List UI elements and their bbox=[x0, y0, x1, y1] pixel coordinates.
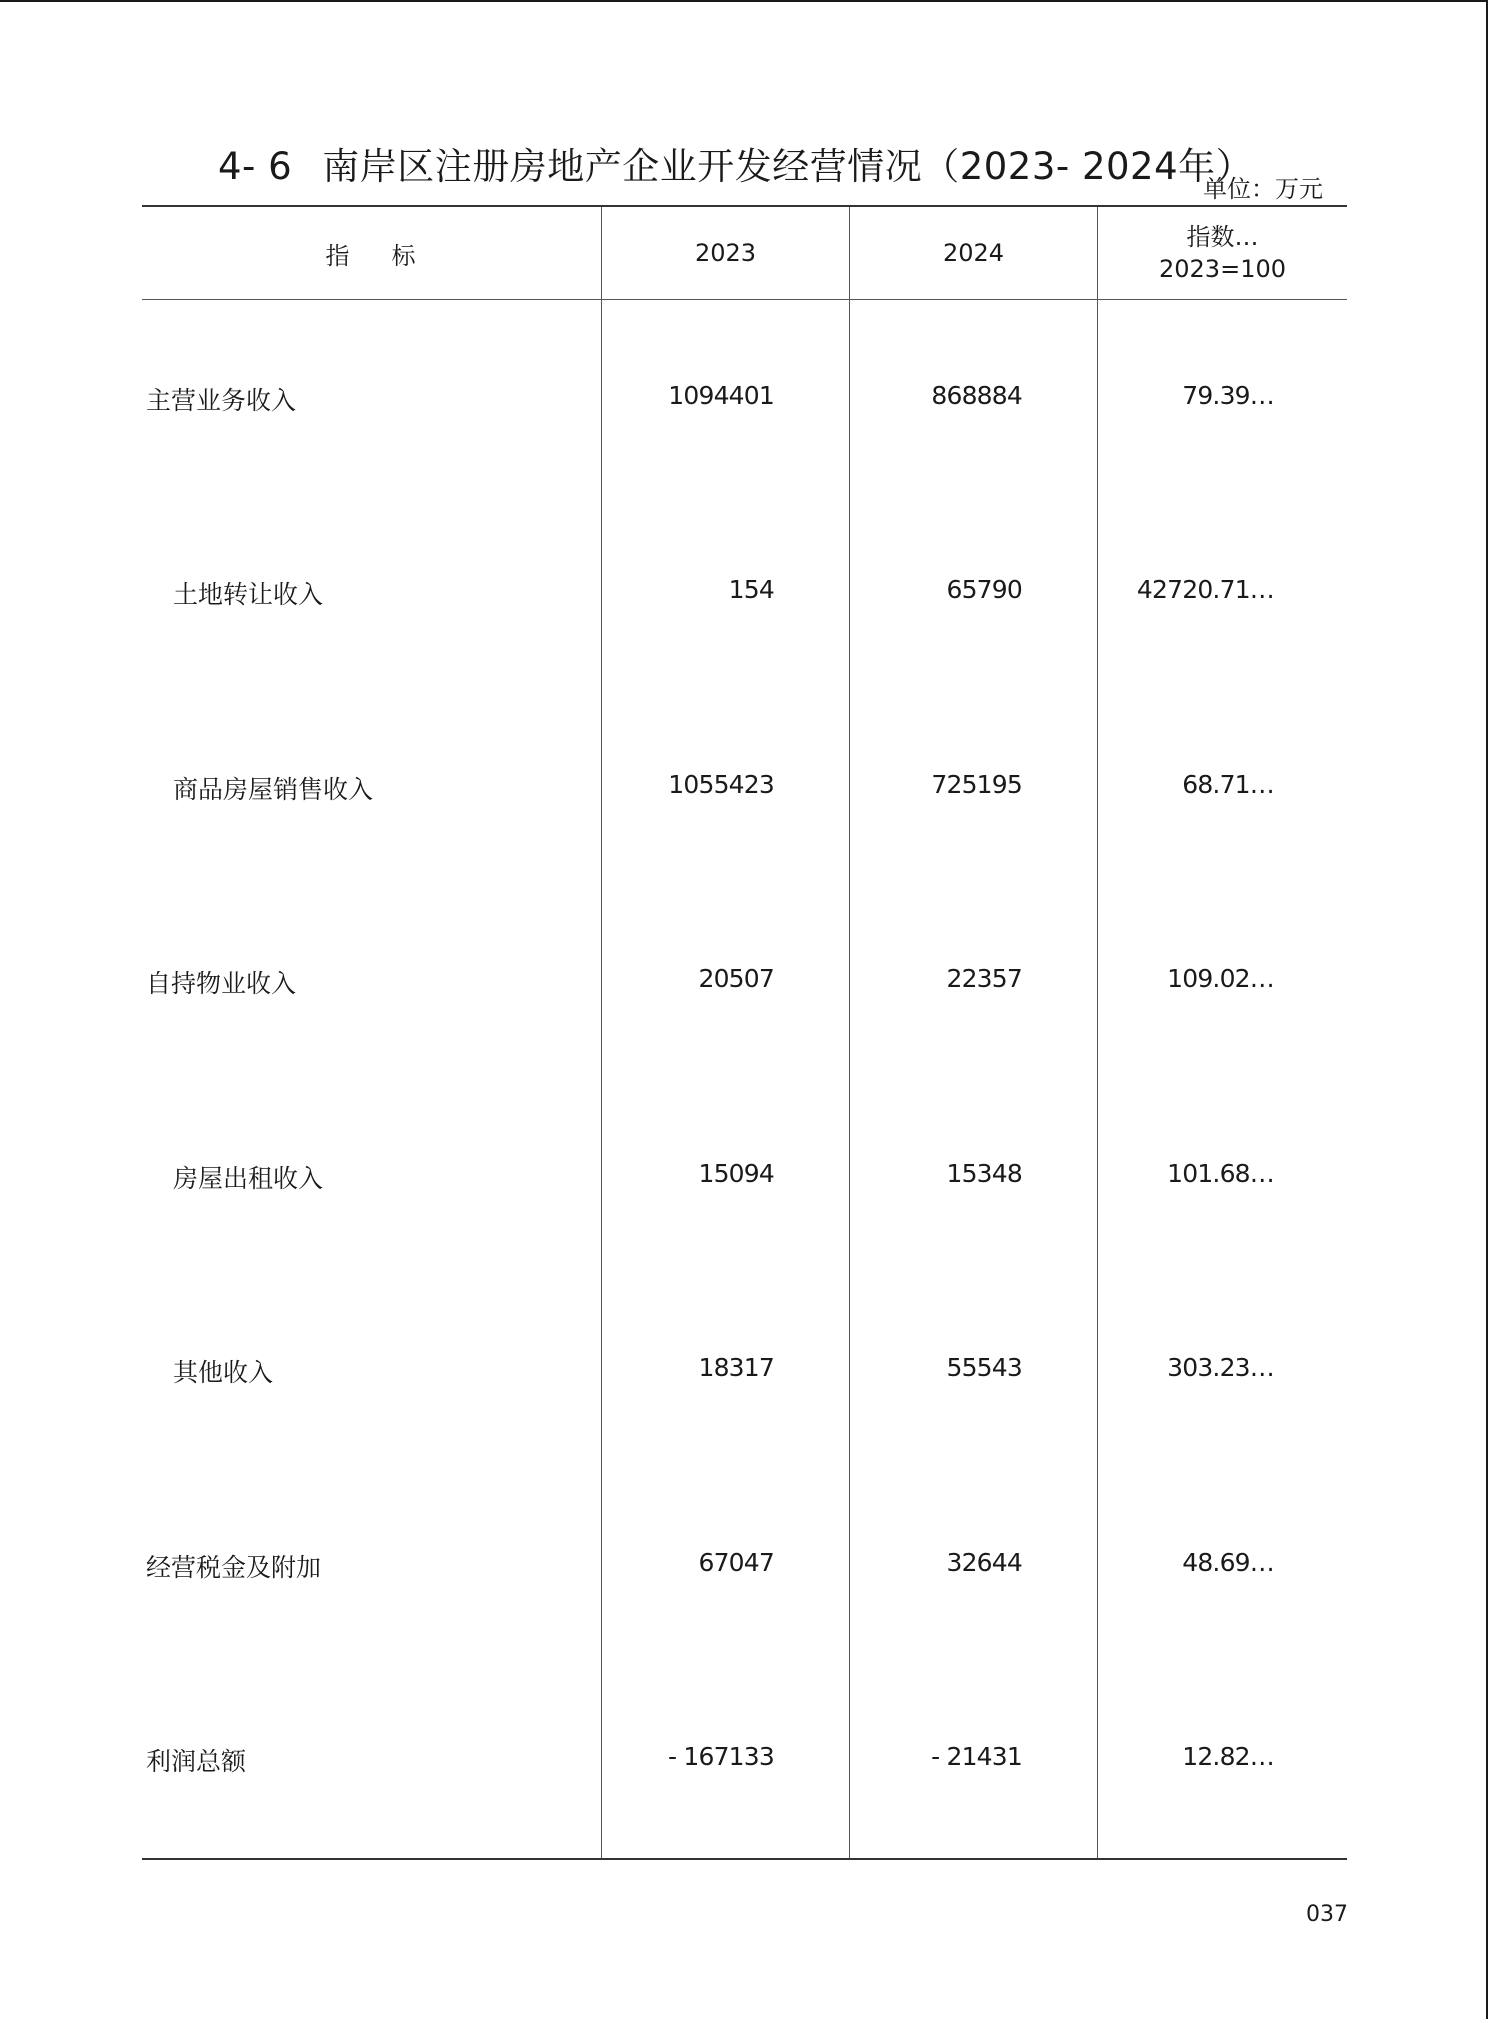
row-label: 主营业务收入 bbox=[146, 386, 297, 415]
value-index: 109.02… bbox=[1167, 964, 1274, 993]
row-label: 商品房屋销售收入 bbox=[173, 775, 374, 804]
value-2023: 1055423 bbox=[668, 770, 774, 799]
value-2023: 1094401 bbox=[668, 381, 774, 410]
value-2023: 154 bbox=[728, 575, 774, 604]
value-2023: 20507 bbox=[698, 964, 774, 993]
table-row bbox=[142, 1738, 1347, 1778]
value-index: 68.71… bbox=[1182, 770, 1274, 799]
header-index-line2: 2023=100 bbox=[1159, 255, 1286, 283]
value-2023: - 167133 bbox=[667, 1742, 774, 1771]
value-index: 48.69… bbox=[1182, 1548, 1274, 1577]
value-2023: 15094 bbox=[698, 1159, 774, 1188]
row-label: 经营税金及附加 bbox=[146, 1553, 322, 1582]
header-2023: 2023 bbox=[694, 239, 757, 267]
value-index: 12.82… bbox=[1182, 1742, 1274, 1771]
value-index: 303.23… bbox=[1167, 1353, 1274, 1382]
column-divider bbox=[601, 207, 602, 1858]
data-table bbox=[142, 205, 1347, 1860]
table-row bbox=[142, 1349, 1347, 1389]
value-2024: 725195 bbox=[931, 770, 1022, 799]
column-divider bbox=[849, 207, 850, 1858]
value-2024: 55543 bbox=[946, 1353, 1022, 1382]
value-2024: 868884 bbox=[931, 381, 1022, 410]
unit-label: 单位：万元 bbox=[1203, 175, 1323, 203]
header-index-line1: 指数… bbox=[1186, 223, 1259, 251]
value-2024: - 21431 bbox=[931, 1742, 1022, 1771]
value-2024: 65790 bbox=[946, 575, 1022, 604]
row-label: 自持物业收入 bbox=[146, 969, 297, 998]
value-index: 101.68… bbox=[1167, 1159, 1274, 1188]
value-2024: 32644 bbox=[946, 1548, 1022, 1577]
value-2023: 67047 bbox=[698, 1548, 774, 1577]
table-title bbox=[218, 136, 1253, 190]
value-2024: 22357 bbox=[946, 964, 1022, 993]
row-label: 房屋出租收入 bbox=[173, 1164, 324, 1193]
header-2024: 2024 bbox=[942, 239, 1005, 267]
row-label: 其他收入 bbox=[173, 1358, 274, 1387]
row-label: 利润总额 bbox=[146, 1747, 247, 1776]
value-2024: 15348 bbox=[946, 1159, 1022, 1188]
header-indicator-char: 指 bbox=[325, 241, 352, 270]
column-divider bbox=[1097, 207, 1098, 1858]
header-index bbox=[1098, 207, 1347, 299]
table-row bbox=[142, 377, 1347, 417]
page-top-border bbox=[0, 0, 1488, 2]
header-indicator-char: 标 bbox=[391, 241, 418, 270]
table-row bbox=[142, 766, 1347, 806]
header-divider bbox=[142, 299, 1347, 300]
row-label: 土地转让收入 bbox=[173, 580, 324, 609]
table-number: 4- 6 bbox=[218, 145, 293, 188]
page-number: 037 bbox=[1306, 1902, 1348, 1927]
table-title-text: 南岸区注册房地产企业开发经营情况（2023- 2024年） bbox=[322, 145, 1254, 188]
table-row bbox=[142, 1155, 1347, 1195]
table-row bbox=[142, 1544, 1347, 1584]
value-index: 42720.71… bbox=[1136, 575, 1274, 604]
header-indicator bbox=[142, 207, 601, 299]
value-index: 79.39… bbox=[1182, 381, 1274, 410]
table-row bbox=[142, 571, 1347, 611]
table-row bbox=[142, 960, 1347, 1000]
value-2023: 18317 bbox=[698, 1353, 774, 1382]
